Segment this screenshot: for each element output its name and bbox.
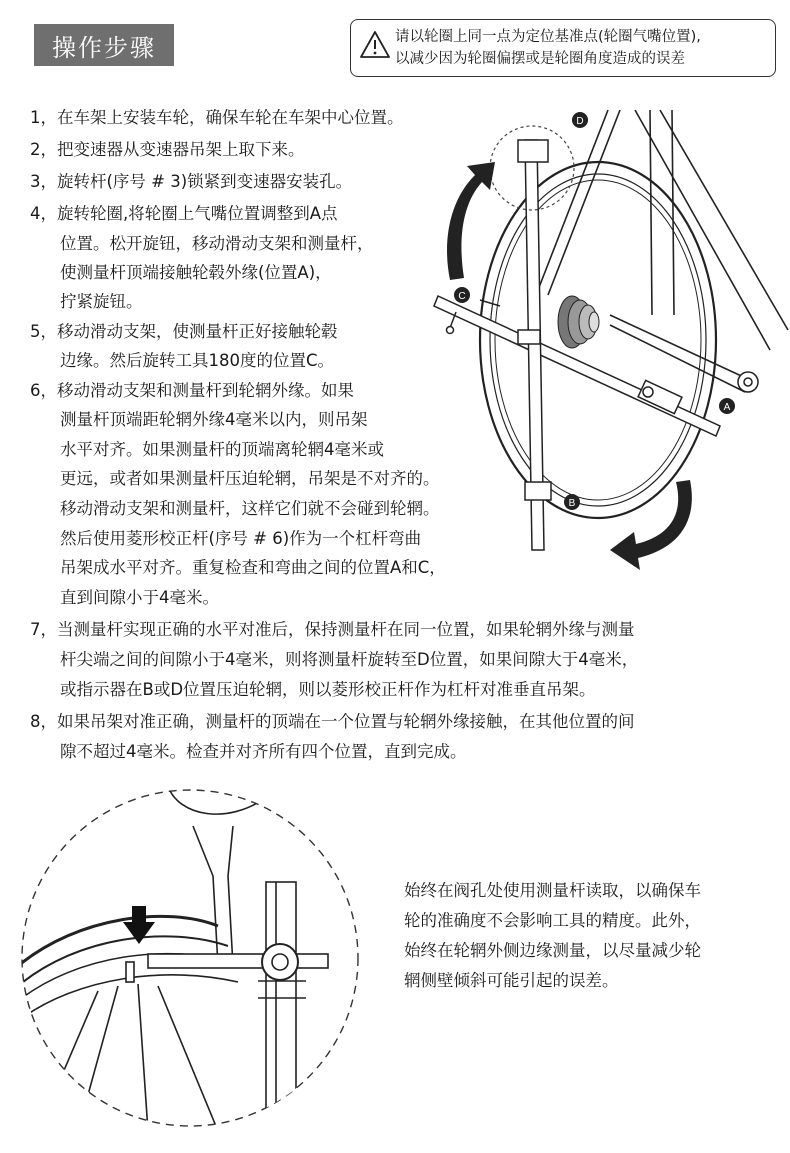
dropout	[738, 372, 758, 392]
note-line: 辋侧壁倾斜可能引起的误差。	[404, 971, 619, 990]
marker-C	[454, 287, 470, 303]
step-7-line: 7，当测量杆实现正确的水平对准后，保持测量杆在同一位置，如果轮辋外缘与测量	[30, 620, 635, 639]
step-4-line: 使测量杆顶端接触轮毂外缘(位置A)，	[60, 263, 332, 282]
seat-tube	[635, 110, 770, 350]
step-8-line: 隙不超过4毫米。检查并对齐所有四个位置，直到完成。	[60, 742, 467, 761]
warning-line: 以减少因为轮圈偏摆或是轮圈角度造成的误差	[395, 51, 685, 67]
cassette	[558, 296, 599, 348]
chain-stay	[610, 315, 750, 380]
step-6-line: 测量杆顶端距轮辋外缘4毫米以内，则吊架	[60, 410, 368, 429]
warning-notice	[350, 19, 776, 77]
step-4-line: 4，旋转轮圈,将轮圈上气嘴位置调整到A点	[30, 204, 338, 223]
warning-triangle-icon	[359, 30, 391, 60]
step-1-line: 1，在车架上安装车轮，确保车轮在车架中心位置。	[30, 108, 404, 127]
step-6-line: 然后使用菱形校正杆(序号 # 6)作为一个杠杆弯曲	[60, 529, 422, 548]
step-5-line: 边缘。然后旋转工具180度的位置C。	[60, 351, 335, 370]
warning-line: 请以轮圈上同一点为定位基准点(轮圈气嘴位置),	[395, 29, 701, 45]
step-4-line: 位置。松开旋钮，移动滑动支架和测量杆，	[60, 234, 374, 253]
marker-D	[572, 112, 588, 128]
svg-text:C: C	[458, 291, 466, 302]
step-8-line: 8，如果吊架对准正确，测量杆的顶端在一个位置与轮辋外缘接触，在其他位置的间	[30, 712, 635, 731]
marker-B	[564, 494, 580, 510]
step-7-line: 或指示器在B或D位置压迫轮辋，则以菱形校正杆作为杠杆对准垂直吊架。	[60, 680, 596, 699]
step-7-line: 杆尖端之间的间隙小于4毫米，则将测量杆旋转至D位置，如果间隙大于4毫米，	[60, 650, 639, 669]
step-4-line: 拧紧旋钮。	[60, 292, 143, 311]
step-6-line: 吊架成水平对齐。重复检查和弯曲之间的位置A和C，	[60, 558, 446, 577]
step-6-line: 移动滑动支架和测量杆，这样它们就不会碰到轮辋。	[60, 499, 440, 518]
step-6-line: 更远，或者如果测量杆压迫轮辋，吊架是不对齐的。	[60, 469, 440, 488]
svg-text:B: B	[568, 498, 576, 509]
svg-text:D: D	[576, 116, 584, 127]
note-line: 始终在阀孔处使用测量杆读取，以确保车	[404, 881, 701, 900]
svg-text:A: A	[723, 402, 731, 413]
valve-detail-illustration	[18, 786, 363, 1131]
note-line: 轮的准确度不会影响工具的精度。此外，	[404, 911, 701, 930]
step-6-line: 6，移动滑动支架和测量杆到轮辋外缘。如果	[30, 381, 354, 400]
step-2-line: 2，把变速器从变速器吊架上取下来。	[30, 140, 305, 159]
wheel-alignment-illustration	[420, 100, 790, 570]
measurement-note	[404, 876, 701, 996]
warning-text	[395, 26, 701, 70]
page-title: 操作步骤	[34, 24, 174, 66]
step-6-line: 水平对齐。如果测量杆的顶端离轮辋4毫米或	[60, 440, 384, 459]
note-line: 始终在轮辋外侧边缘测量，以尽量减少轮	[404, 941, 701, 960]
marker-A	[719, 398, 735, 414]
step-3-line: 3，旋转杆(序号 # 3)锁紧到变速器安装孔。	[30, 172, 353, 191]
step-6-line: 直到间隙小于4毫米。	[60, 588, 219, 607]
step-5-line: 5，移动滑动支架，使测量杆正好接触轮毂	[30, 322, 338, 341]
